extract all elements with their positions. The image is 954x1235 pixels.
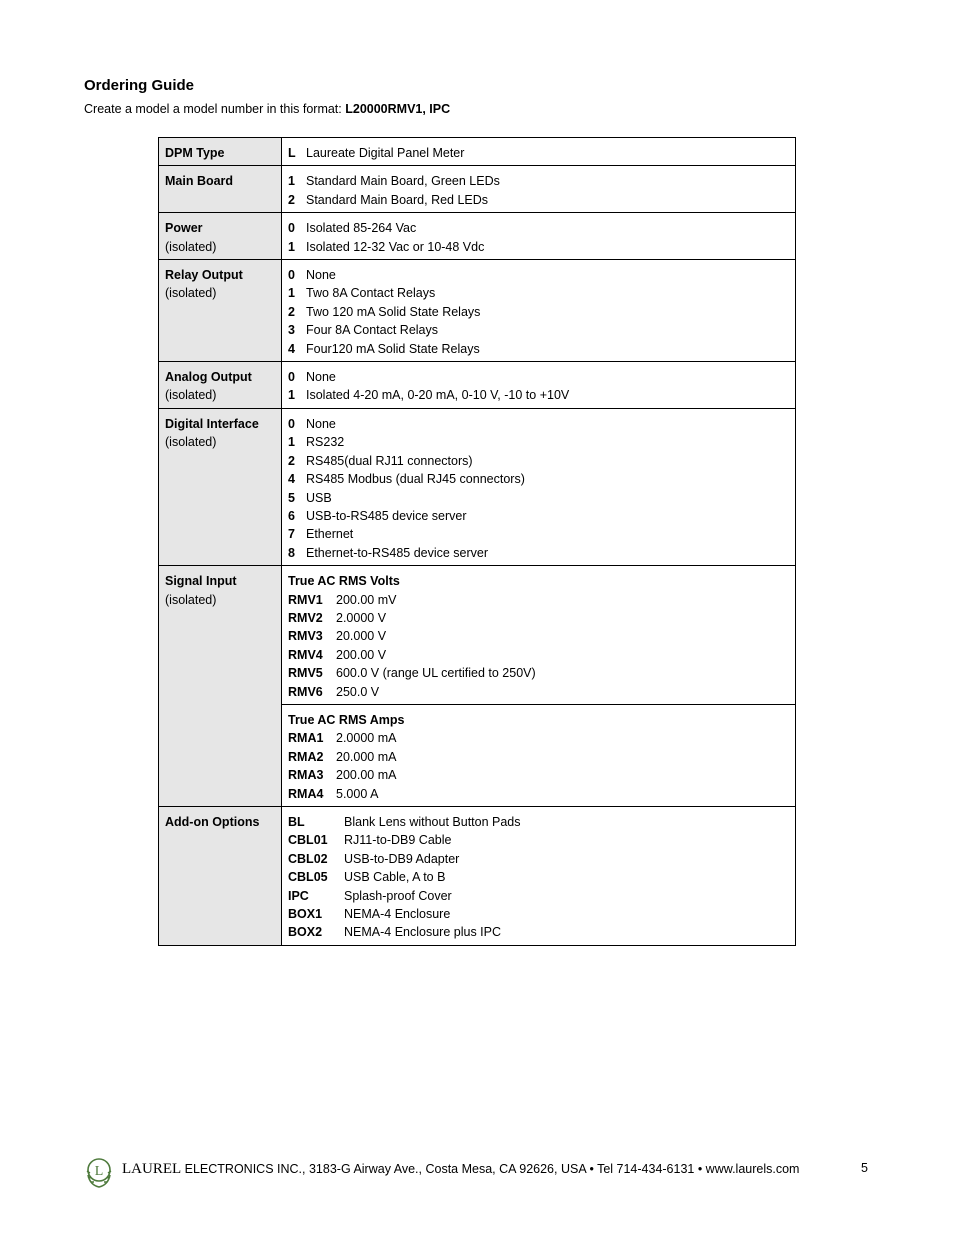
option-code: BOX2 <box>288 925 323 940</box>
option-row <box>288 219 789 237</box>
option-row <box>288 627 789 645</box>
category-cell <box>159 566 282 807</box>
category-title: Digital Interface <box>165 416 259 431</box>
table-row-power <box>159 213 796 260</box>
option-code: 1 <box>288 174 295 189</box>
option-code: RMV3 <box>288 629 323 644</box>
options-list <box>288 266 789 358</box>
option-label: Laureate Digital Panel Meter <box>306 146 465 160</box>
option-row <box>288 284 789 302</box>
option-row <box>288 368 789 386</box>
option-label: 200.00 mA <box>336 768 397 783</box>
option-code: CBL05 <box>288 870 328 885</box>
option-label: Two 8A Contact Relays <box>306 286 436 301</box>
option-row <box>288 266 789 284</box>
option-label: 5.000 A <box>336 786 379 801</box>
option-code: RMV4 <box>288 647 323 662</box>
options-list <box>288 219 789 256</box>
intro-text <box>84 102 450 116</box>
options-cell <box>282 807 796 946</box>
option-code: RMV2 <box>288 610 323 625</box>
option-code: 5 <box>288 490 295 505</box>
category-title: Main Board <box>165 174 234 189</box>
options-list <box>288 591 789 701</box>
option-row <box>288 887 789 905</box>
option-label: Isolated 85-264 Vac <box>306 221 417 236</box>
options-cell <box>282 362 796 409</box>
option-label: 250.0 V <box>336 684 380 699</box>
category-cell <box>159 213 282 260</box>
option-code: 2 <box>288 304 295 319</box>
option-label: 2.0000 V <box>336 610 387 625</box>
options-subheading: True AC RMS Amps <box>288 712 405 727</box>
option-label: RS485(dual RJ11 connectors) <box>306 453 473 468</box>
options-list <box>288 172 789 209</box>
option-code: 0 <box>288 370 295 385</box>
category-subtitle: (isolated) <box>165 592 217 607</box>
option-row <box>288 729 789 747</box>
option-row <box>288 144 789 162</box>
option-row <box>288 238 789 256</box>
option-row <box>288 415 789 433</box>
option-label: USB-to-DB9 Adapter <box>344 851 460 866</box>
option-row <box>288 525 789 543</box>
option-row <box>288 340 789 358</box>
option-label: USB <box>306 490 332 505</box>
options-cell <box>282 260 796 362</box>
option-row <box>288 507 789 525</box>
option-label: 20.000 V <box>336 629 387 644</box>
option-row <box>288 766 789 784</box>
options-subheading: True AC RMS Volts <box>288 574 400 589</box>
option-row <box>288 646 789 664</box>
option-label: Four120 mA Solid State Relays <box>306 341 480 356</box>
option-code: BOX1 <box>288 907 323 922</box>
option-row <box>288 321 789 339</box>
table-row-analog-output <box>159 362 796 409</box>
option-row <box>288 489 789 507</box>
option-label: Two 120 mA Solid State Relays <box>306 304 481 319</box>
page-footer <box>82 1155 882 1189</box>
option-code: 4 <box>288 472 295 487</box>
option-code: 0 <box>288 416 295 431</box>
brand-name: LAUREL <box>122 1161 182 1177</box>
option-row <box>288 850 789 868</box>
options-cell <box>282 566 796 705</box>
category-title: Signal Input <box>165 574 237 589</box>
logo-letter: L <box>94 1164 104 1179</box>
option-row <box>288 591 789 609</box>
option-code: 0 <box>288 268 295 283</box>
option-row <box>288 433 789 451</box>
table-row-digital-interface <box>159 408 796 565</box>
laurel-logo-icon <box>82 1155 116 1189</box>
option-code: 8 <box>288 545 295 560</box>
option-row <box>288 609 789 627</box>
category-cell <box>159 807 282 946</box>
table-row-signal-input-volts <box>159 566 796 705</box>
option-code: 1 <box>288 435 295 450</box>
category-cell <box>159 408 282 565</box>
option-code: 4 <box>288 341 295 356</box>
option-label: Four 8A Contact Relays <box>306 323 439 338</box>
page-number: 5 <box>861 1161 868 1175</box>
option-code: RMV5 <box>288 666 323 681</box>
option-code: 3 <box>288 323 295 338</box>
option-code: 1 <box>288 286 295 301</box>
option-label: Isolated 12-32 Vac or 10-48 Vdc <box>306 239 485 254</box>
option-label: NEMA-4 Enclosure plus IPC <box>344 925 502 940</box>
options-cell <box>282 213 796 260</box>
option-row <box>288 303 789 321</box>
option-row <box>288 386 789 404</box>
option-code: 1 <box>288 239 295 254</box>
category-cell <box>159 260 282 362</box>
category-title: Power <box>165 221 203 236</box>
category-cell <box>159 166 282 213</box>
option-code: CBL01 <box>288 833 328 848</box>
intro-label: Create a model a model number in this format: <box>84 102 346 116</box>
category-title: Analog Output <box>165 370 252 385</box>
option-row <box>288 813 789 831</box>
table-row-add-on-options <box>159 807 796 946</box>
category-title: DPM Type <box>165 146 225 160</box>
option-label: Isolated 4-20 mA, 0-20 mA, 0-10 V, -10 to +10V <box>306 388 570 403</box>
option-code: RMV6 <box>288 684 323 699</box>
option-code: 2 <box>288 453 295 468</box>
option-code: 0 <box>288 221 295 236</box>
option-code: 2 <box>288 192 295 207</box>
options-cell <box>282 408 796 565</box>
option-code: 1 <box>288 388 295 403</box>
option-label: USB Cable, A to B <box>344 870 446 885</box>
option-label: Standard Main Board, Green LEDs <box>306 174 500 189</box>
option-row <box>288 664 789 682</box>
option-code: RMA1 <box>288 731 324 746</box>
option-row <box>288 868 789 886</box>
footer-address: ELECTRONICS INC., 3183-G Airway Ave., Costa Mesa, CA 92626, USA • Tel 714-434-6131 • www.laurels.com <box>181 1162 800 1176</box>
category-subtitle: (isolated) <box>165 388 217 403</box>
option-row <box>288 172 789 190</box>
option-label: Blank Lens without Button Pads <box>344 815 521 829</box>
category-title: Add-on Options <box>165 815 260 829</box>
option-row <box>288 191 789 209</box>
option-row <box>288 785 789 803</box>
option-label: 600.0 V (range UL certified to 250V) <box>336 666 536 681</box>
options-list <box>288 729 789 803</box>
option-code: BL <box>288 815 305 829</box>
option-label: Ethernet-to-RS485 device server <box>306 545 489 560</box>
category-cell <box>159 362 282 409</box>
category-cell <box>159 138 282 166</box>
option-label: 2.0000 mA <box>336 731 397 746</box>
option-label: None <box>306 370 336 385</box>
option-row <box>288 748 789 766</box>
option-code: RMA2 <box>288 749 324 764</box>
options-cell <box>282 138 796 166</box>
option-label: None <box>306 416 336 431</box>
option-code: RMV1 <box>288 592 323 607</box>
option-code: 7 <box>288 527 295 542</box>
option-code: RMA4 <box>288 786 324 801</box>
option-code: L <box>288 146 296 160</box>
option-label: RS232 <box>306 435 345 450</box>
option-label: RJ11-to-DB9 Cable <box>344 833 452 848</box>
option-row <box>288 544 789 562</box>
option-row <box>288 923 789 941</box>
option-label: NEMA-4 Enclosure <box>344 907 451 922</box>
option-row <box>288 683 789 701</box>
category-title: Relay Output <box>165 268 243 283</box>
option-label: RS485 Modbus (dual RJ45 connectors) <box>306 472 525 487</box>
page-title: Ordering Guide <box>84 77 195 94</box>
table-row-dpm-type <box>159 138 796 166</box>
option-row <box>288 452 789 470</box>
table-row-main-board <box>159 166 796 213</box>
option-label: None <box>306 268 336 283</box>
option-label: 20.000 mA <box>336 749 397 764</box>
table-row-relay-output <box>159 260 796 362</box>
options-list <box>288 144 789 162</box>
option-code: IPC <box>288 888 309 903</box>
category-subtitle: (isolated) <box>165 435 217 450</box>
options-list <box>288 813 789 942</box>
option-label: 200.00 V <box>336 647 387 662</box>
option-label: Splash-proof Cover <box>344 888 452 903</box>
category-subtitle: (isolated) <box>165 239 217 254</box>
options-cell <box>282 704 796 806</box>
options-list <box>288 368 789 405</box>
ordering-guide-table <box>158 137 796 946</box>
option-label: USB-to-RS485 device server <box>306 508 467 523</box>
option-code: CBL02 <box>288 851 328 866</box>
options-cell <box>282 166 796 213</box>
option-row <box>288 470 789 488</box>
category-subtitle: (isolated) <box>165 286 217 301</box>
option-label: 200.00 mV <box>336 592 397 607</box>
option-label: Standard Main Board, Red LEDs <box>306 192 489 207</box>
option-label: Ethernet <box>306 527 354 542</box>
option-row <box>288 831 789 849</box>
options-list <box>288 415 789 562</box>
option-row <box>288 905 789 923</box>
model-format: L20000RMV1, IPC <box>345 102 451 116</box>
footer-contact <box>122 1161 799 1178</box>
option-code: RMA3 <box>288 768 324 783</box>
option-code: 6 <box>288 508 295 523</box>
